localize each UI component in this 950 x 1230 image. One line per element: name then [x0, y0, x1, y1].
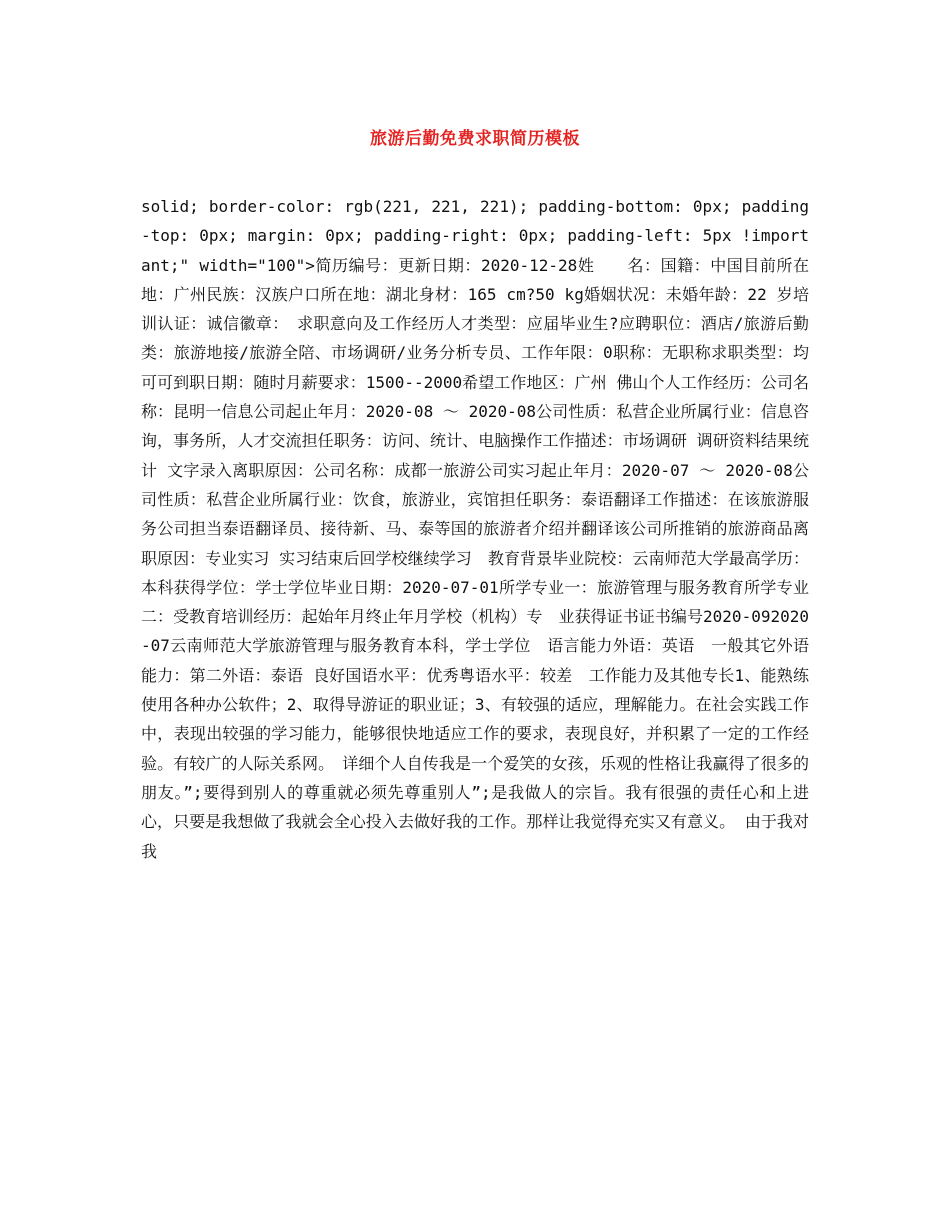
document-body: solid; border-color: rgb(221, 221, 221); padding-bottom: 0px; padding-top: 0px; margin: 0px; padding-right: 0px; padding-left: 5px !important;" width="100">简历编号：更新日期：2020-12-28姓 名：国籍：中国目前所在地：广州民族：汉族户口所在地：湖北身材：165 cm?50 kg婚姻状况：未婚年龄：22 岁培训认证：诚信徽章： 求职意向及工作经历人才类型：应届毕业生?应聘职位：酒店/旅游后勤类：旅游地接/旅游全陪、市场调研/业务分析专员、工作年限：0职称：无职称求职类型：均可可到职日期：随时月薪要求：1500--2000希望工作地区：广州 佛山个人工作经历：公司名称：昆明一信息公司起止年月：2020-08 ～ 2020-08公司性质：私营企业所属行业：信息咨询，事务所，人才交流担任职务：访问、统计、电脑操作工作描述：市场调研 调研资料结果统计 文字录入离职原因：公司名称：成都一旅游公司实习起止年月：2020-07 ～ 2020-08公司性质：私营企业所属行业：饮食，旅游业，宾馆担任职务：泰语翻译工作描述：在该旅游服务公司担当泰语翻译员、接待新、马、泰等国的旅游者介绍并翻译该公司所推销的旅游商品离职原因：专业实习 实习结束后回学校继续学习 教育背景毕业院校：云南师范大学最高学历：本科获得学位：学士学位毕业日期：2020-07-01所学专业一：旅游管理与服务教育所学专业二：受教育培训经历：起始年月终止年月学校（机构）专 业获得证书证书编号2020-092020-07云南师范大学旅游管理与服务教育本科，学士学位 语言能力外语：英语 一般其它外语能力：第二外语：泰语 良好国语水平：优秀粤语水平：较差 工作能力及其他专长1、能熟练使用各种办公软件；2、取得导游证的职业证；3、有较强的适应，理解能力。在社会实践工作中，表现出较强的学习能力，能够很快地适应工作的要求，表现良好，并积累了一定的工作经验。有较广的人际关系网。 详细个人自传我是一个爱笑的女孩，乐观的性格让我赢得了很多的朋友。”;要得到别人的尊重就必须先尊重别人”;是我做人的宗旨。我有很强的责任心和上进心，只要是我想做了我就会全心投入去做好我的工作。那样让我觉得充实又有意义。 由于我对我	[141, 197, 809, 861]
document-title: 旅游后勤免费求职简历模板	[370, 129, 580, 149]
